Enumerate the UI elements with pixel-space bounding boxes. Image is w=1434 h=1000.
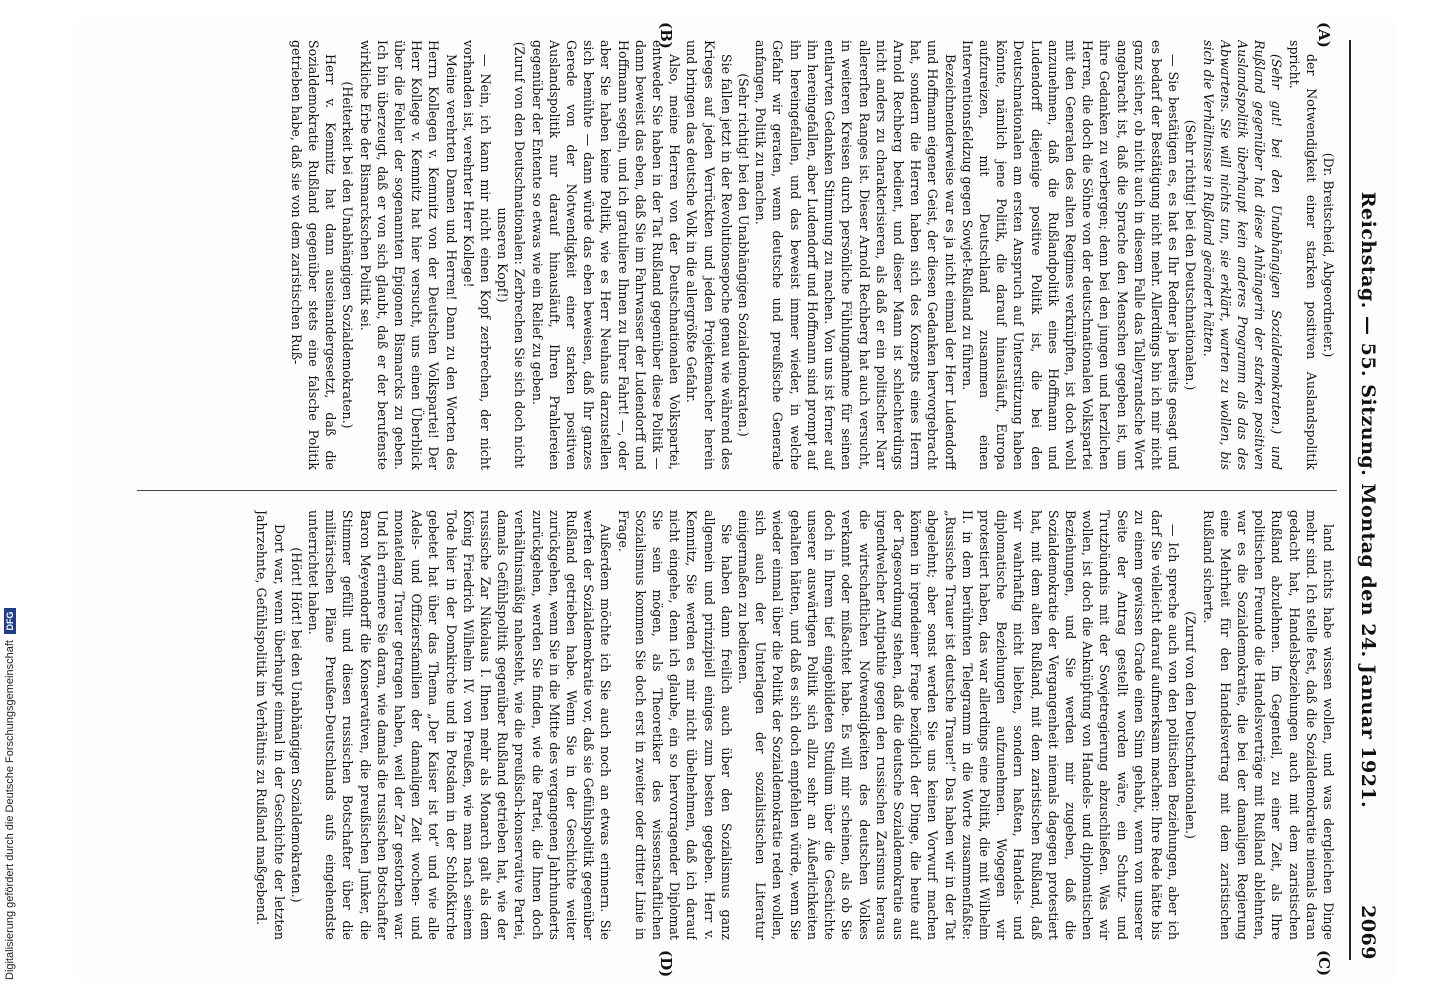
paragraph: (Sehr richtig! bei den Deutschnationalen.) — [1183, 119, 1199, 391]
digitization-credit — [4, 608, 16, 980]
margin-letter-a: (A) — [1315, 22, 1333, 48]
dfg-logo: DFG — [4, 608, 16, 634]
paragraph: (Heiterkeit bei den Unabhängigen Sozialdemokraten.) — [340, 81, 356, 429]
paragraph: Also, meine Herren von der Deutschnationalen Volkspartei, entweder Sie haben in der Tat Rußland gegenüber diese Politik — dann beweist das eben, daß Sie im Fahrwasser der Ludendorff und Hoffmann segeln, und ich gratuliere Ihnen zu Ihrer Fahrt! —, oder aber Sie haben keine Politik, wie es Herr Neuhaus darzustellen sich bemühte — dann würde das eben beweisen, daß Ihr ganzes Gerede von der Notwendigkeit einer starken positiven Auslandspolitik nur darauf hinausläuft, Ihren Prahlereien gegenüber der Entente so etwas wie ein Relief zu geben. — [529, 40, 683, 470]
paragraph: Dort war, wenn überhaupt einmal in der Geschichte der letzten Jahrzehnte, Gefühlspolitik im Verhältnis zu Rußland maßgebend. — [254, 510, 287, 940]
right-text-column — [97, 510, 1337, 940]
paragraph: — Sie bestätigen es, es hat es Ihr Redner ja bereits gesagt und es bedarf der Bestätigung nicht mehr. Allerdings bin ich mir nicht ganz sicher, ob nicht auch in diesem Falle das Talleyrandsche Wort angebracht ist, daß die Sprache den Menschen gegeben ist, um ihre Gedanken zu verbergen; denn bei den jungen und herzlichen Herren, die doch die Söhne von der deutschnationalen Volkspartei mit den Generalen des alten Regimes verknüpften, ist doch wohl anzunehmen, daß die Rußlandpolitik eines Hoffmann und Ludendorff diejenige positive Politik ist, die bei den Deutschnationalen am ersten Anspruch auf Unterstützung haben könnte, nämlich jene Politik, die darauf hinausläuft, Europa aufzureizen, mit Deutschland zusammen einen Interventionsfeldzug gegen Sowjet-Rußland zu führen. — [959, 40, 1182, 470]
paragraph: (Sehr richtig! bei den Unabhängigen Sozialdemokraten.) — [736, 73, 752, 437]
paragraph: (Zuruf von den Deutschnationalen.) — [1183, 611, 1199, 839]
paragraph: (Sehr gut! bei den Unabhängigen Sozialdemokraten.) und Rußland gegenüber hat diese Anhängerin der starken positiven Auslandspolitik überhaupt kein anderes Programm als das des Abwartens. Sie will nichts tun, sie erklärt, warten zu wollen, bis sich die Verhältnisse in Rußland geändert hätten. — [1200, 40, 1285, 470]
margin-letter-d: (D) — [657, 950, 675, 978]
paragraph: Bezeichnenderweise war es ja nicht einmal der Herr Ludendorff und Hoffmann eigener Geist, der diesen Gedanken hervorgebracht hat, sondern die Herren haben sich des Konzepts eines Herrn Arnold Rechberg bedient, und dieser Mann ist schlechterdings nicht anders zu charakterisieren, als daß er ein politischer Narr allererſten Ranges ist. Dieser Arnold Rechberg hat auch versucht, in weiteren Kreisen durch persönliche Fühlungnahme für seinen entlarvten Gedanken Stimmung zu machen. Von uns ist ferner auf ihn hereingefallen, aber Ludendorff und Hoffmann sind prompt auf ihn hereingefallen, und das beweist immer wieder, in welche Gefahr wir geraten, wenn deutsche und preußische Generale anfangen, Politik zu machen. — [753, 40, 958, 470]
paragraph: Meine verehrten Damen und Herren! Dann zu den Worten des Herrn Kollegen v. Kemnitz von der Deutschen Volkspartei! Der Herr Kollege v. Kemnitz hat hier versucht, uns einen Überblick über die Fehler der sogenannten Epigonen Bismarcks zu geben. Ich bin überzeugt, daß er von sich glaubt, daß er der berufenste wirkliche Erbe der Bismarckschen Politik sei. — [357, 40, 459, 470]
paragraph: Sie haben dann freilich auch über den Sozialismus ganz allgemein und prinzipiell einiges zum besten gegeben. Herr v. Kemnitz, Sie werden es mir nicht übelnehmen, daß ich darauf nicht eingehe, denn ich glaube, ein so hervorragender Diplomat Sie sein mögen, als Theoretiker des wissenschaftlichen Sozialismus kommen Sie doch erst in zweiter oder dritter Linie in Frage. — [615, 510, 734, 940]
margin-letter-c: (C) — [1315, 950, 1333, 977]
paragraph: Außerdem möchte ich Sie auch noch an etwas erinnern. Sie werfen der Sozialdemokratie vor, daß sie Gefühlspolitik gegenüber Rußland getrieben habe. Wenn Sie in der Geschichte weiter zurückgehen, wenn Sie in die Mitte des vergangenen Jahrhunderts zurückgehen, werden Sie finden, wie die Partei, die Ihnen doch verhältnismäßig nahesteht, wie die preußisch-konservative Partei, damals Gefühlspolitik gegenüber Rußland getrieben hat, wie der russische Zar Nikolaus I. Ihnen mehr als Monarch galt als dem König Friedrich Wilhelm IV. von Preußen, wie man nach seinem Tode hier in der Domkirche und in Potsdam in der Schloßkirche gebetet hat über das Thema „Der Kaiser ist tot“ und wie alle Adels- und Offiziersfamilien der damaligen Zeit wochen- und monatelang Trauer getragen haben, weil der Zar gestorben war. Und ich erinnere Sie daran, wie damals die russischen Botschafter Baron Meyendorff die Konservativen, die preußischen Junker, die Stimmer gefüllt und diesen russischen Botschafter über die militärischen Pläne Preußen-Deutschlands aufs eingehendste unterrichtet haben. — [306, 510, 614, 940]
paragraph: land nichts habe wissen wollen, und was dergleichen Dinge mehr sind. Ich stelle fest, daß die Sozialdemokratie niemals daran gedacht hat, Handelsbeziehungen auch mit dem zaristischen Rußland abzulehnen. Im Gegenteil, zu einer Zeit, als Ihre politischen Freunde die Handelsverträge mit Rußland ablehnten, war es die Sozialdemokratie, die bei der damaligen Regierung eine Mehrheit für den Handelsvertrag mit dem zaristischen Rußland sicherte. — [1200, 510, 1336, 940]
rotated-document-page — [75, 20, 1395, 980]
page-header — [1349, 40, 1381, 960]
page-number: 2069 — [1357, 905, 1379, 960]
paragraph: der Notwendigkeit einer starken positiven Auslandspolitik spricht. — [1286, 40, 1319, 470]
margin-letter-b: (B) — [657, 22, 675, 49]
paragraph: (Hört! Hört! bei den Unabhängigen Sozialdemokraten.) — [288, 547, 304, 903]
digitization-credit-text: Digitalisierung gefördert durch die Deutsche Forschungsgemeinschaft — [4, 640, 16, 980]
paragraph: Sie fallen jetzt in der Revolutionsepoche genau wie während des Krieges auf jeden Verrückten und jeden Projektemacher herein und bringen das deutsche Volk in die allergrößte Gefahr. — [684, 40, 734, 470]
left-text-column — [97, 40, 1337, 470]
page-header-title: Reichstag. — 55. Sitzung. Montag den 24. Januar 1921. — [1357, 191, 1379, 809]
paragraph: — Nein, ich kann mir nicht einen Kopf zerbrechen, der nicht vorhanden ist, verehrter Herr Kollege! — [460, 40, 494, 470]
column-divider — [137, 490, 1337, 491]
paragraph: (Zuruf von den Deutschnationalen: Zerbrechen Sie sich doch nicht unseren Kopf!) — [495, 41, 528, 469]
paragraph: (Dr. Breitscheid, Abgeordneter.) — [1321, 152, 1336, 358]
paragraph: — Ich spreche auch von den politischen Beziehungen, aber ich darf Sie vielleicht darauf aufmerksam machen: Ihre Rede hätte bis zu einem gewissen Grade einen Sinn gehabt, wenn von unserer Seite der Antrag gestellt worden wäre, ein Schutz- und Trutzbündnis mit der Sowjetregierung abzuschließen. Was wir wollen, ist doch die Anknüpfung von Handels- und diplomatischen Beziehungen, und Sie werden mir zugeben, daß die Sozialdemokratie der Vergangenheit niemals dagegen protestiert hat, mit dem alten Rußland, mit dem zaristischen Rußland, daß wir wahrhaftig nicht liebten, sondern haßten, Handels- und diplomatische Beziehungen aufzunehmen. Wogegen wir protestiert haben, das war allerdings eine Politik, die mit Wilhelm II. in dem berühmten Telegramm in die Worte zusammenfaßte: „Russische Trauer ist deutsche Trauer!“ Das haben wir in der Tat abgelehnt; aber sonst werden Sie uns keinen Vorwurf machen können in irgendeiner Frage bezüglich der Dinge, die heute auf der Tagesordnung stehen, daß die deutsche Sozialdemokratie aus irgendwelcher Antipathie gegen den russischen Zarismus heraus die wirtschaftlichen Notwendigkeiten des deutschen Volkes verkannt oder mißachtet habe. Es will mir scheinen, als ob Sie doch in Ihrem tief eingebildeten Studium über die Geschichte unserer auswärtigen Politik sich allzu sehr an Äußerlichkeiten gehalten hätten, und daß es sich doch empfehlen würde, wenn Sie wieder einmal über die Politik der Sozialdemokratie reden wollen, sich auch der Unterlagen der sozialistischen Literatur einigermaßen zu bedienen. — [736, 510, 1182, 940]
paragraph: Herr v. Kemnitz hat dann auseinandergesetzt, daß die Sozialdemokratie Rußland gegenüber stets eine falsche Politik getrieben habe, daß sie von dem zaristischen Ruß- — [288, 40, 339, 470]
